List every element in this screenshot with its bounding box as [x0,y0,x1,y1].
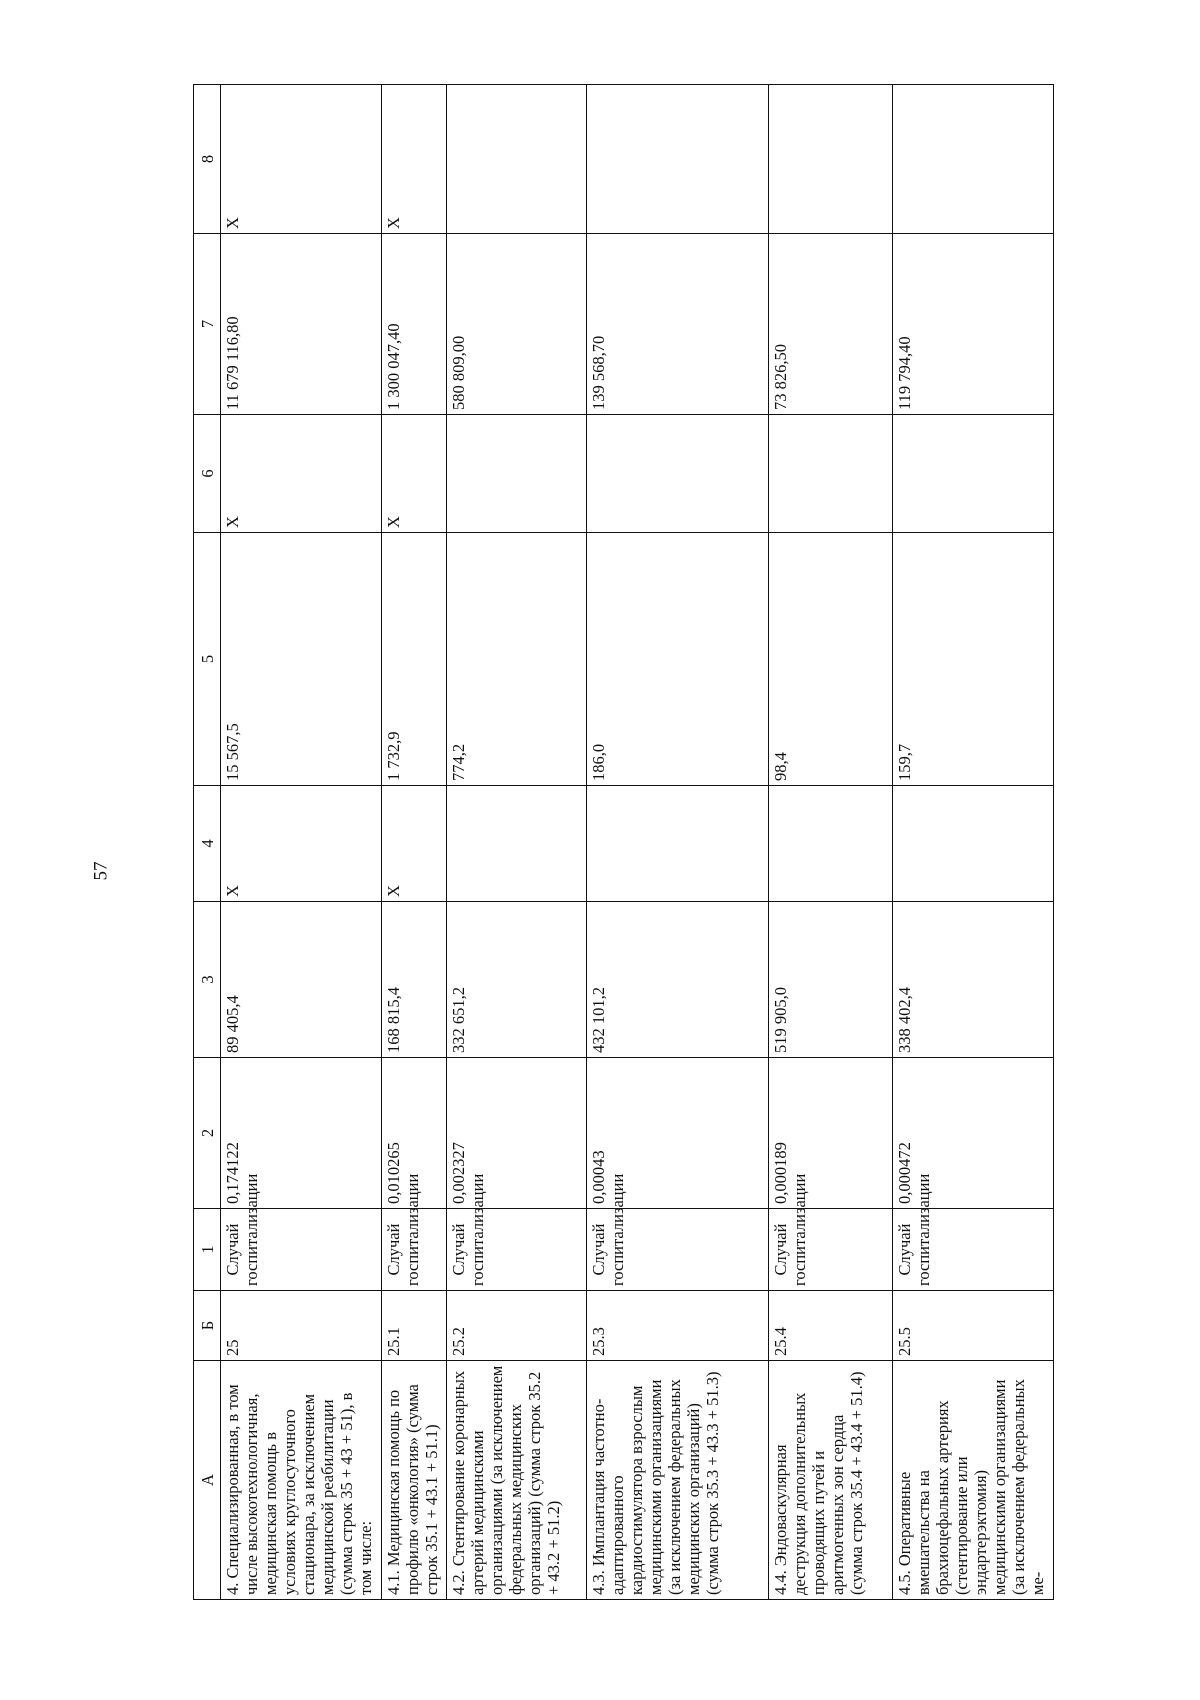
row-col3-cell: 432 101,2 [586,902,768,1058]
row-col5-cell: 774,2 [446,533,586,786]
row-code-cell: 25.3 [586,1291,768,1361]
row-col3-cell: 89 405,4 [221,902,382,1058]
row-col2-cell: 0,000472 [893,1058,1054,1209]
row-col4-cell [446,786,586,902]
row-col5-cell: 186,0 [586,533,768,786]
row-col7-cell: 73 826,50 [769,234,893,415]
row-col8-cell: X [381,85,446,234]
row-col8-cell [893,85,1054,234]
header-cell-3: 3 [194,902,221,1058]
row-code-cell: 25 [221,1291,382,1361]
page-number: 57 [90,861,112,881]
row-col3-cell: 168 815,4 [381,902,446,1058]
row-col7-cell: 580 809,00 [446,234,586,415]
header-cell-4: 4 [194,786,221,902]
row-name-cell: 4.5. Оперативные вмешательства на брахиоцефальных артериях (стентирование или эндартерэктомия) медицинскими организациями (за исключением федеральных ме- [893,1361,1054,1600]
table-row [586,85,768,1600]
row-col5-cell: 15 567,5 [221,533,382,786]
row-col3-cell: 519 905,0 [769,902,893,1058]
row-unit-cell: Случай госпитализации [381,1209,446,1291]
row-col6-cell: X [221,415,382,533]
row-col4-cell [769,786,893,902]
table-row [446,85,586,1600]
row-col7-cell: 139 568,70 [586,234,768,415]
table-row [381,85,446,1600]
row-col4-cell: X [381,786,446,902]
row-col3-cell: 332 651,2 [446,902,586,1058]
row-unit-cell: Случай госпитализации [586,1209,768,1291]
row-col5-cell: 159,7 [893,533,1054,786]
row-col5-cell: 98,4 [769,533,893,786]
table-row [221,85,382,1600]
row-unit-cell: Случай госпитализации [446,1209,586,1291]
row-code-cell: 25.1 [381,1291,446,1361]
row-col2-cell: 0,002327 [446,1058,586,1209]
row-col6-cell [893,415,1054,533]
row-name-cell: 4.1. Медицинская помощь по профилю «онкология» (сумма строк 35.1 + 43.1 + 51.1) [381,1361,446,1600]
row-col4-cell [586,786,768,902]
row-unit-cell: Случай госпитализации [221,1209,382,1291]
row-name-cell: 4.3. Имплантация частотно-адаптированного кардиостимулятора взрослым медицинскими организациями (за исключением федеральных медицинских организаций) (сумма строк 35.3 + 43.3 + 51.3) [586,1361,768,1600]
row-code-cell: 25.5 [893,1291,1054,1361]
row-col6-cell: X [381,415,446,533]
row-name-cell: 4. Специализированная, в том числе высокотехнологичная, медицинская помощь в условиях круглосуточного стационара, за исключением медицинской реабилитации (сумма строк 35 + 43 + 51), в том числе: [221,1361,382,1600]
row-code-cell: 25.2 [446,1291,586,1361]
row-col4-cell: X [221,786,382,902]
header-cell-5: 5 [194,533,221,786]
row-col8-cell [586,85,768,234]
row-col7-cell: 119 794,40 [893,234,1054,415]
row-name-cell: 4.4. Эндоваскулярная деструкция дополнительных проводящих путей и аритмогенных зон сердца (сумма строк 35.4 + 43.4 + 51.4) [769,1361,893,1600]
row-col5-cell: 1 732,9 [381,533,446,786]
row-col2-cell: 0,174122 [221,1058,382,1209]
header-row [194,85,221,1600]
row-unit-cell: Случай госпитализации [769,1209,893,1291]
row-col7-cell: 11 679 116,80 [221,234,382,415]
header-cell-7: 7 [194,234,221,415]
row-col6-cell [769,415,893,533]
row-col2-cell: 0,010265 [381,1058,446,1209]
row-col6-cell [586,415,768,533]
header-cell-8: 8 [194,85,221,234]
row-name-cell: 4.2. Стентирование коронарных артерий медицинскими организациями (за исключением федеральных медицинских организаций) (сумма строк 35.2 + 43.2 + 51.2) [446,1361,586,1600]
header-cell-2: 2 [194,1058,221,1209]
header-cell-1: 1 [194,1209,221,1291]
row-col3-cell: 338 402,4 [893,902,1054,1058]
header-cell-a: А [194,1361,221,1600]
row-col8-cell [446,85,586,234]
row-col7-cell: 1 300 047,40 [381,234,446,415]
table-row [769,85,893,1600]
rotated-table-container [193,85,1054,1600]
header-cell-b: Б [194,1291,221,1361]
row-unit-cell: Случай госпитализации [893,1209,1054,1291]
row-code-cell: 25.4 [769,1291,893,1361]
row-col8-cell: X [221,85,382,234]
row-col4-cell [893,786,1054,902]
table-row [893,85,1054,1600]
header-cell-6: 6 [194,415,221,533]
row-col2-cell: 0,00043 [586,1058,768,1209]
row-col6-cell [446,415,586,533]
row-col8-cell [769,85,893,234]
financing-table [193,84,1054,1600]
row-col2-cell: 0,000189 [769,1058,893,1209]
